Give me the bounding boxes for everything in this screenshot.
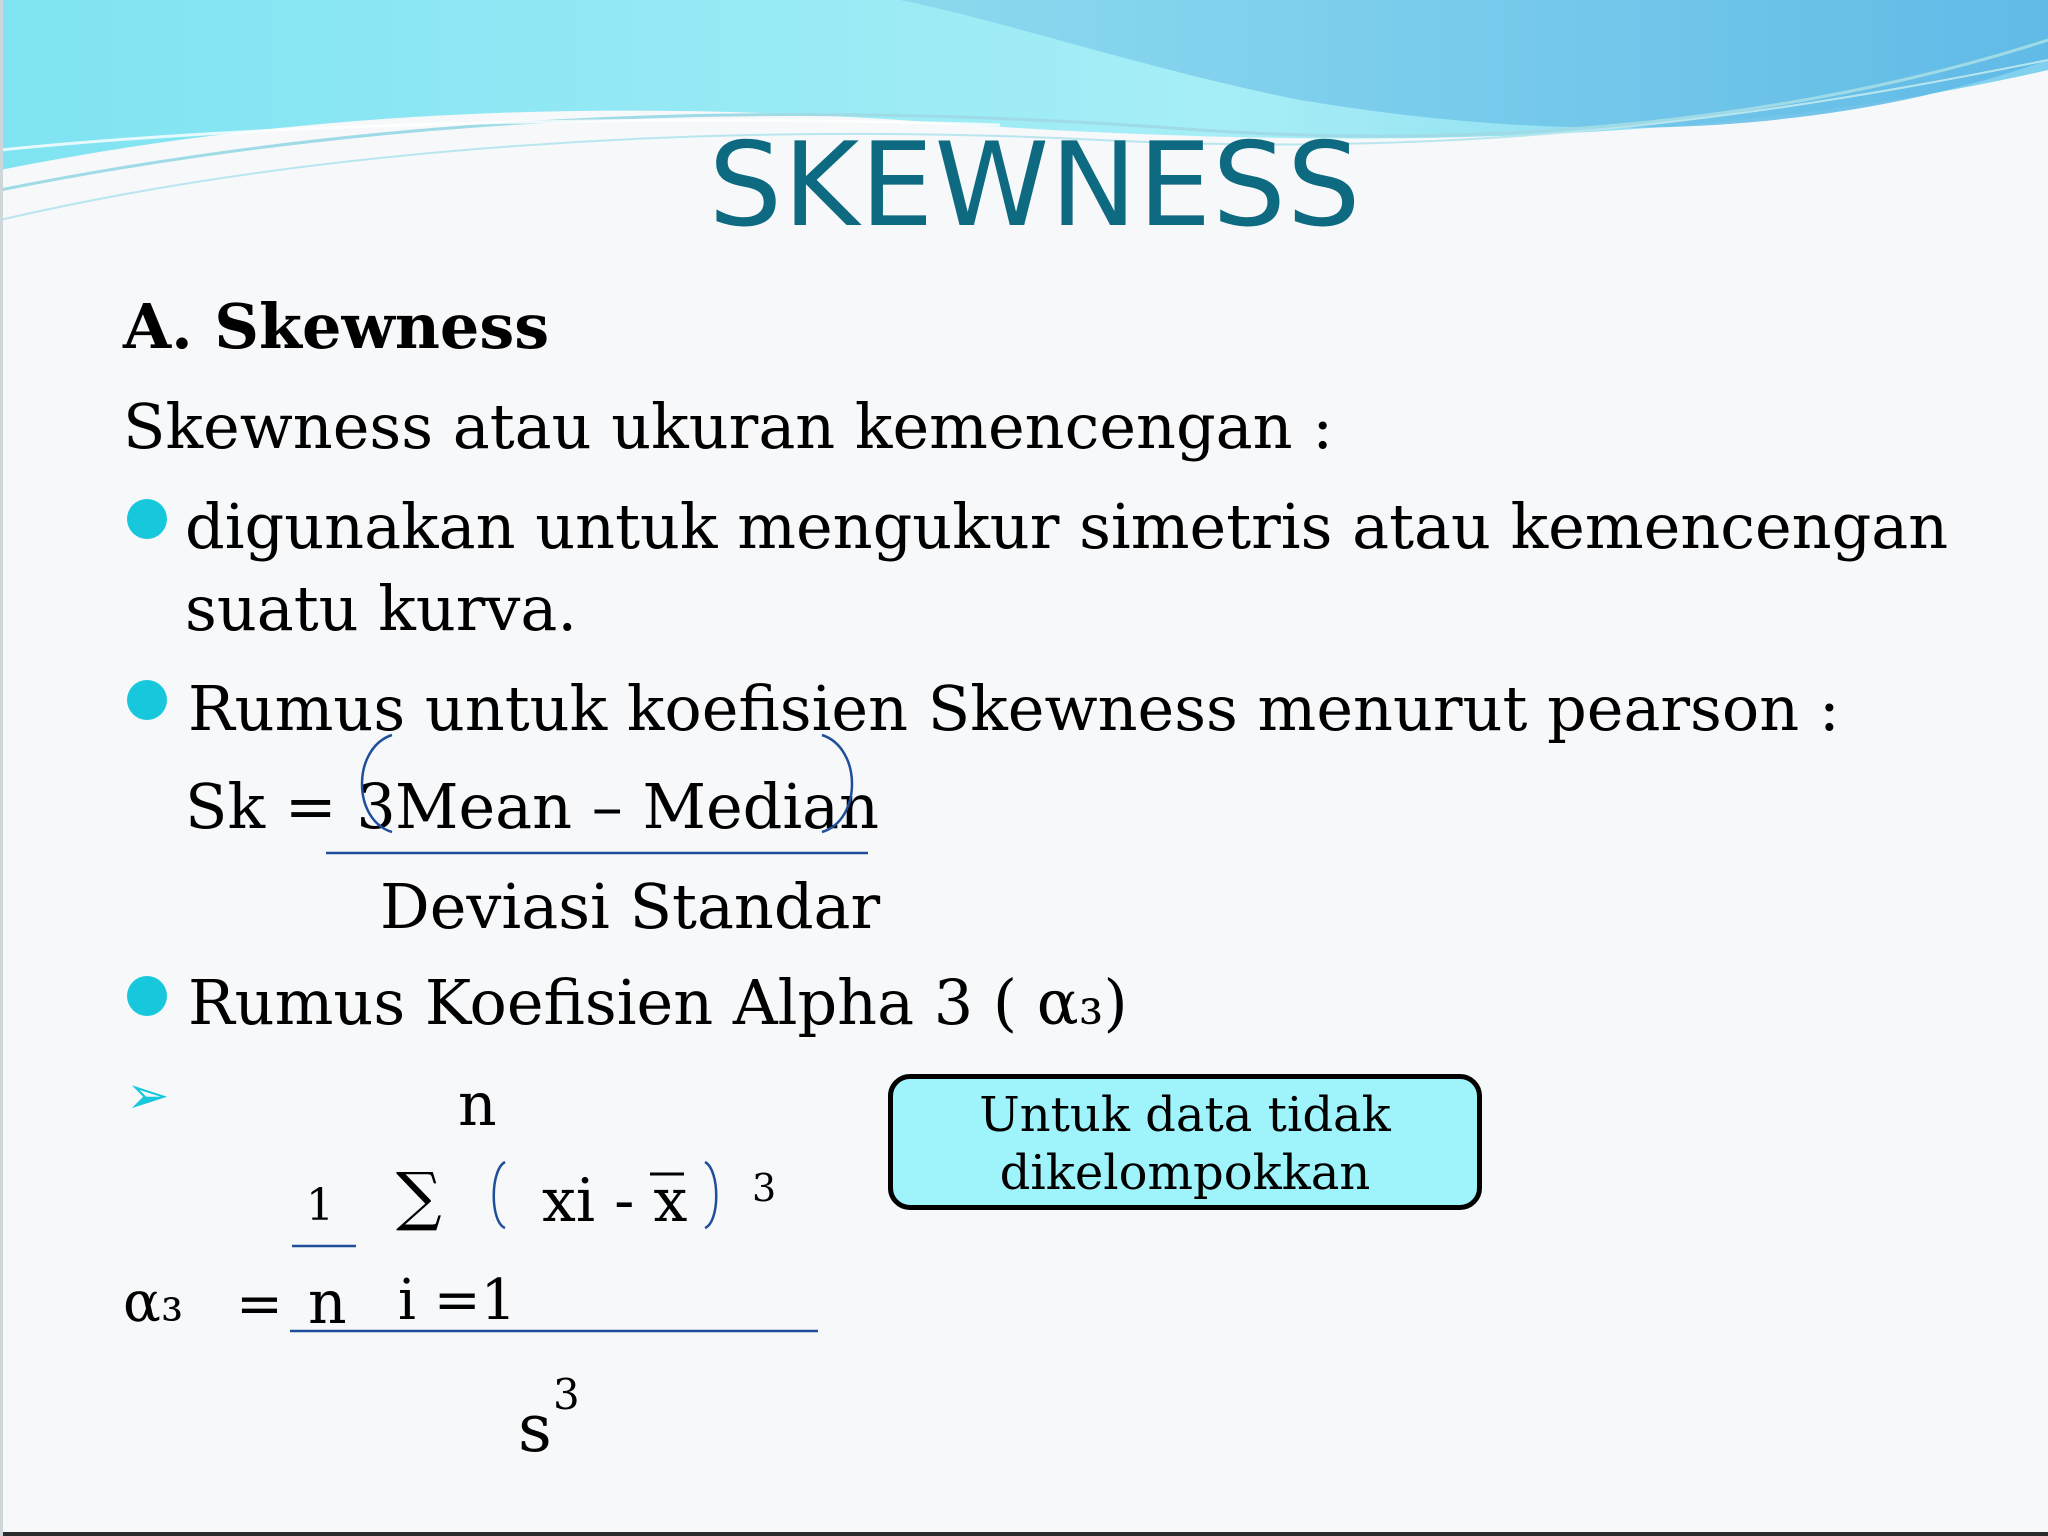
pearson-lhs: Sk = 3	[185, 770, 396, 843]
alpha-lhs: α₃	[123, 1270, 184, 1335]
fraction-n: n	[308, 1268, 347, 1338]
sum-upper-limit: n	[458, 1070, 497, 1140]
term-power: 3	[752, 1166, 777, 1210]
bullet-3-text: Rumus Koefisien Alpha 3 ( α₃)	[188, 966, 1128, 1039]
sigma-symbol: ∑	[396, 1160, 442, 1234]
bullet-2-text: Rumus untuk koefisien Skewness menurut pearson :	[188, 672, 1840, 745]
denominator-s: s	[518, 1390, 552, 1467]
arrow-bullet-icon: ➢	[126, 1066, 170, 1126]
fraction-one: 1	[306, 1180, 334, 1231]
alpha-equals: =	[236, 1272, 283, 1337]
note-box	[888, 1074, 1482, 1210]
bullet-1-line-2: suatu kurva.	[185, 572, 578, 645]
denominator-power: 3	[553, 1370, 580, 1419]
note-line-2: dikelompokkan	[999, 1145, 1371, 1201]
pearson-numerator: Mean – Median	[395, 770, 880, 843]
sum-term: xi - x	[542, 1166, 688, 1236]
intro-text: Skewness atau ukuran kemencengan :	[123, 390, 1334, 463]
note-line-1: Untuk data tidak	[979, 1087, 1391, 1143]
bottom-border	[0, 1532, 2048, 1536]
section-heading: A. Skewness	[123, 290, 550, 363]
sum-lower-limit: i =1	[398, 1268, 517, 1333]
pearson-denominator: Deviasi Standar	[380, 870, 881, 943]
bullet-1-line-1: digunakan untuk mengukur simetris atau kemencengan	[185, 490, 1949, 563]
slide-title: SKEWNESS	[708, 118, 1362, 253]
left-border	[0, 0, 3, 1536]
